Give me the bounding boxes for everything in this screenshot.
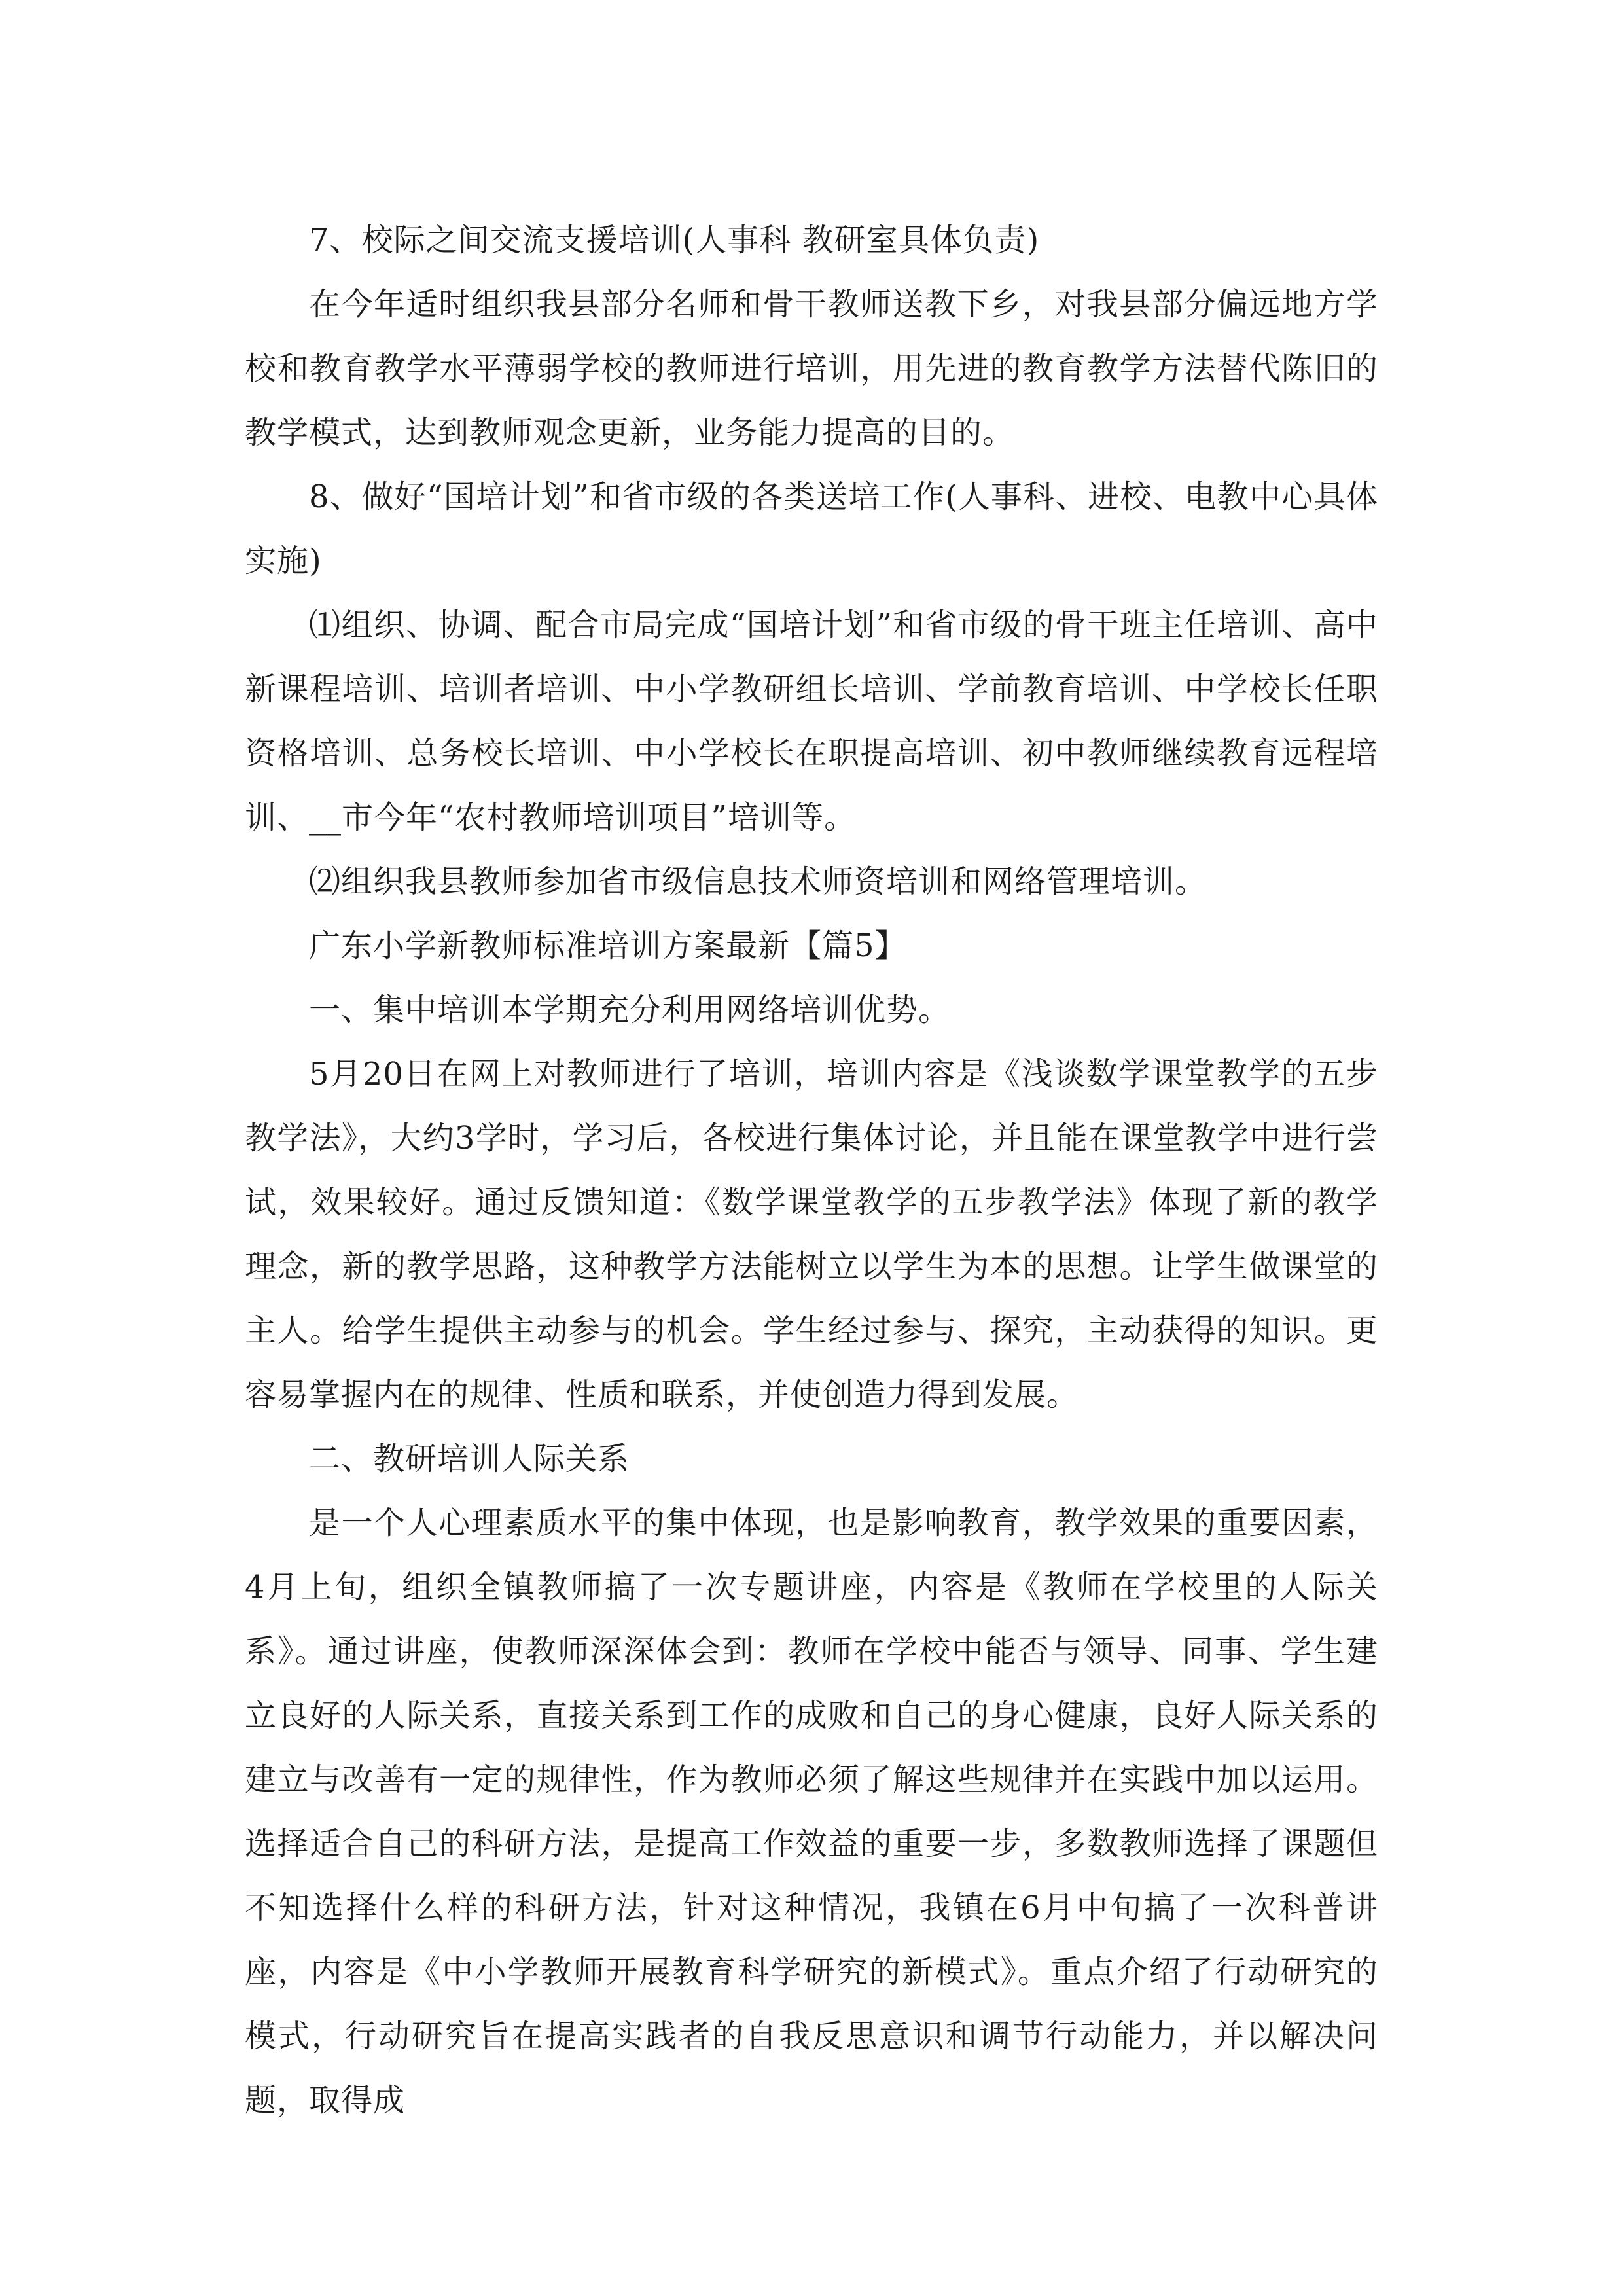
- document-body: [245, 208, 1378, 2132]
- section-title: 广东小学新教师标准培训方案最新【篇5】: [309, 927, 907, 964]
- item-8-sub-1: ⑴组织、协调、配合市局完成“国培计划”和省市级的骨干班主任培训、高中新课程培训、培训者培训、中小学教研组长培训、学前教育培训、中学校长任职资格培训、总务校长培训、中小学校长在职提高培训、初中教师继续教育远程培训、__市今年“农村教师培训项目”培训等。: [245, 607, 1378, 836]
- part-2-body: 是一个人心理素质水平的集中体现，也是影响教育，教学效果的重要因素，4月上旬，组织全镇教师搞了一次专题讲座，内容是《教师在学校里的人际关系》。通过讲座，使教师深深体会到：教师在学校中能否与领导、同事、学生建立良好的人际关系，直接关系到工作的成败和自己的身心健康，良好人际关系的建立与改善有一定的规律性，作为教师必须了解这些规律并在实践中加以运用。选择适合自己的科研方法，是提高工作效益的重要一步，多数教师选择了课题但不知选择什么样的科研方法，针对这种情况，我镇在6月中旬搞了一次科普讲座，内容是《中小学教师开展教育科学研究的新模式》。重点介绍了行动研究的模式，行动研究旨在提高实践者的自我反思意识和调节行动能力，并以解决问题，取得成: [245, 1505, 1378, 2119]
- item-8-sub-2: ⑵组织我县教师参加省市级信息技术师资培训和网络管理培训。: [309, 863, 1207, 900]
- item-7-body: 在今年适时组织我县部分名师和骨干教师送教下乡，对我县部分偏远地方学校和教育教学水平薄弱学校的教师进行培训，用先进的教育教学方法替代陈旧的教学模式，达到教师观念更新，业务能力提高的目的。: [245, 286, 1378, 451]
- part-1-heading: 一、集中培训本学期充分利用网络培训优势。: [309, 992, 951, 1028]
- item-7-heading: 7、校际之间交流支援培训(人事科 教研室具体负责): [309, 222, 1040, 259]
- part-2-heading: 二、教研培训人际关系: [309, 1441, 630, 1477]
- item-8-heading: 8、做好“国培计划”和省市级的各类送培工作(人事科、进校、电教中心具体实施): [245, 478, 1378, 579]
- part-1-body: 5月20日在网上对教师进行了培训，培训内容是《浅谈数学课堂教学的五步教学法》，大约3学时，学习后，各校进行集体讨论，并且能在课堂教学中进行尝试，效果较好。通过反馈知道：《数学课堂教学的五步教学法》体现了新的教学理念，新的教学思路，这种教学方法能树立以学生为本的思想。让学生做课堂的主人。给学生提供主动参与的机会。学生经过参与、探究，主动获得的知识。更容易掌握内在的规律、性质和联系，并使创造力得到发展。: [245, 1056, 1378, 1413]
